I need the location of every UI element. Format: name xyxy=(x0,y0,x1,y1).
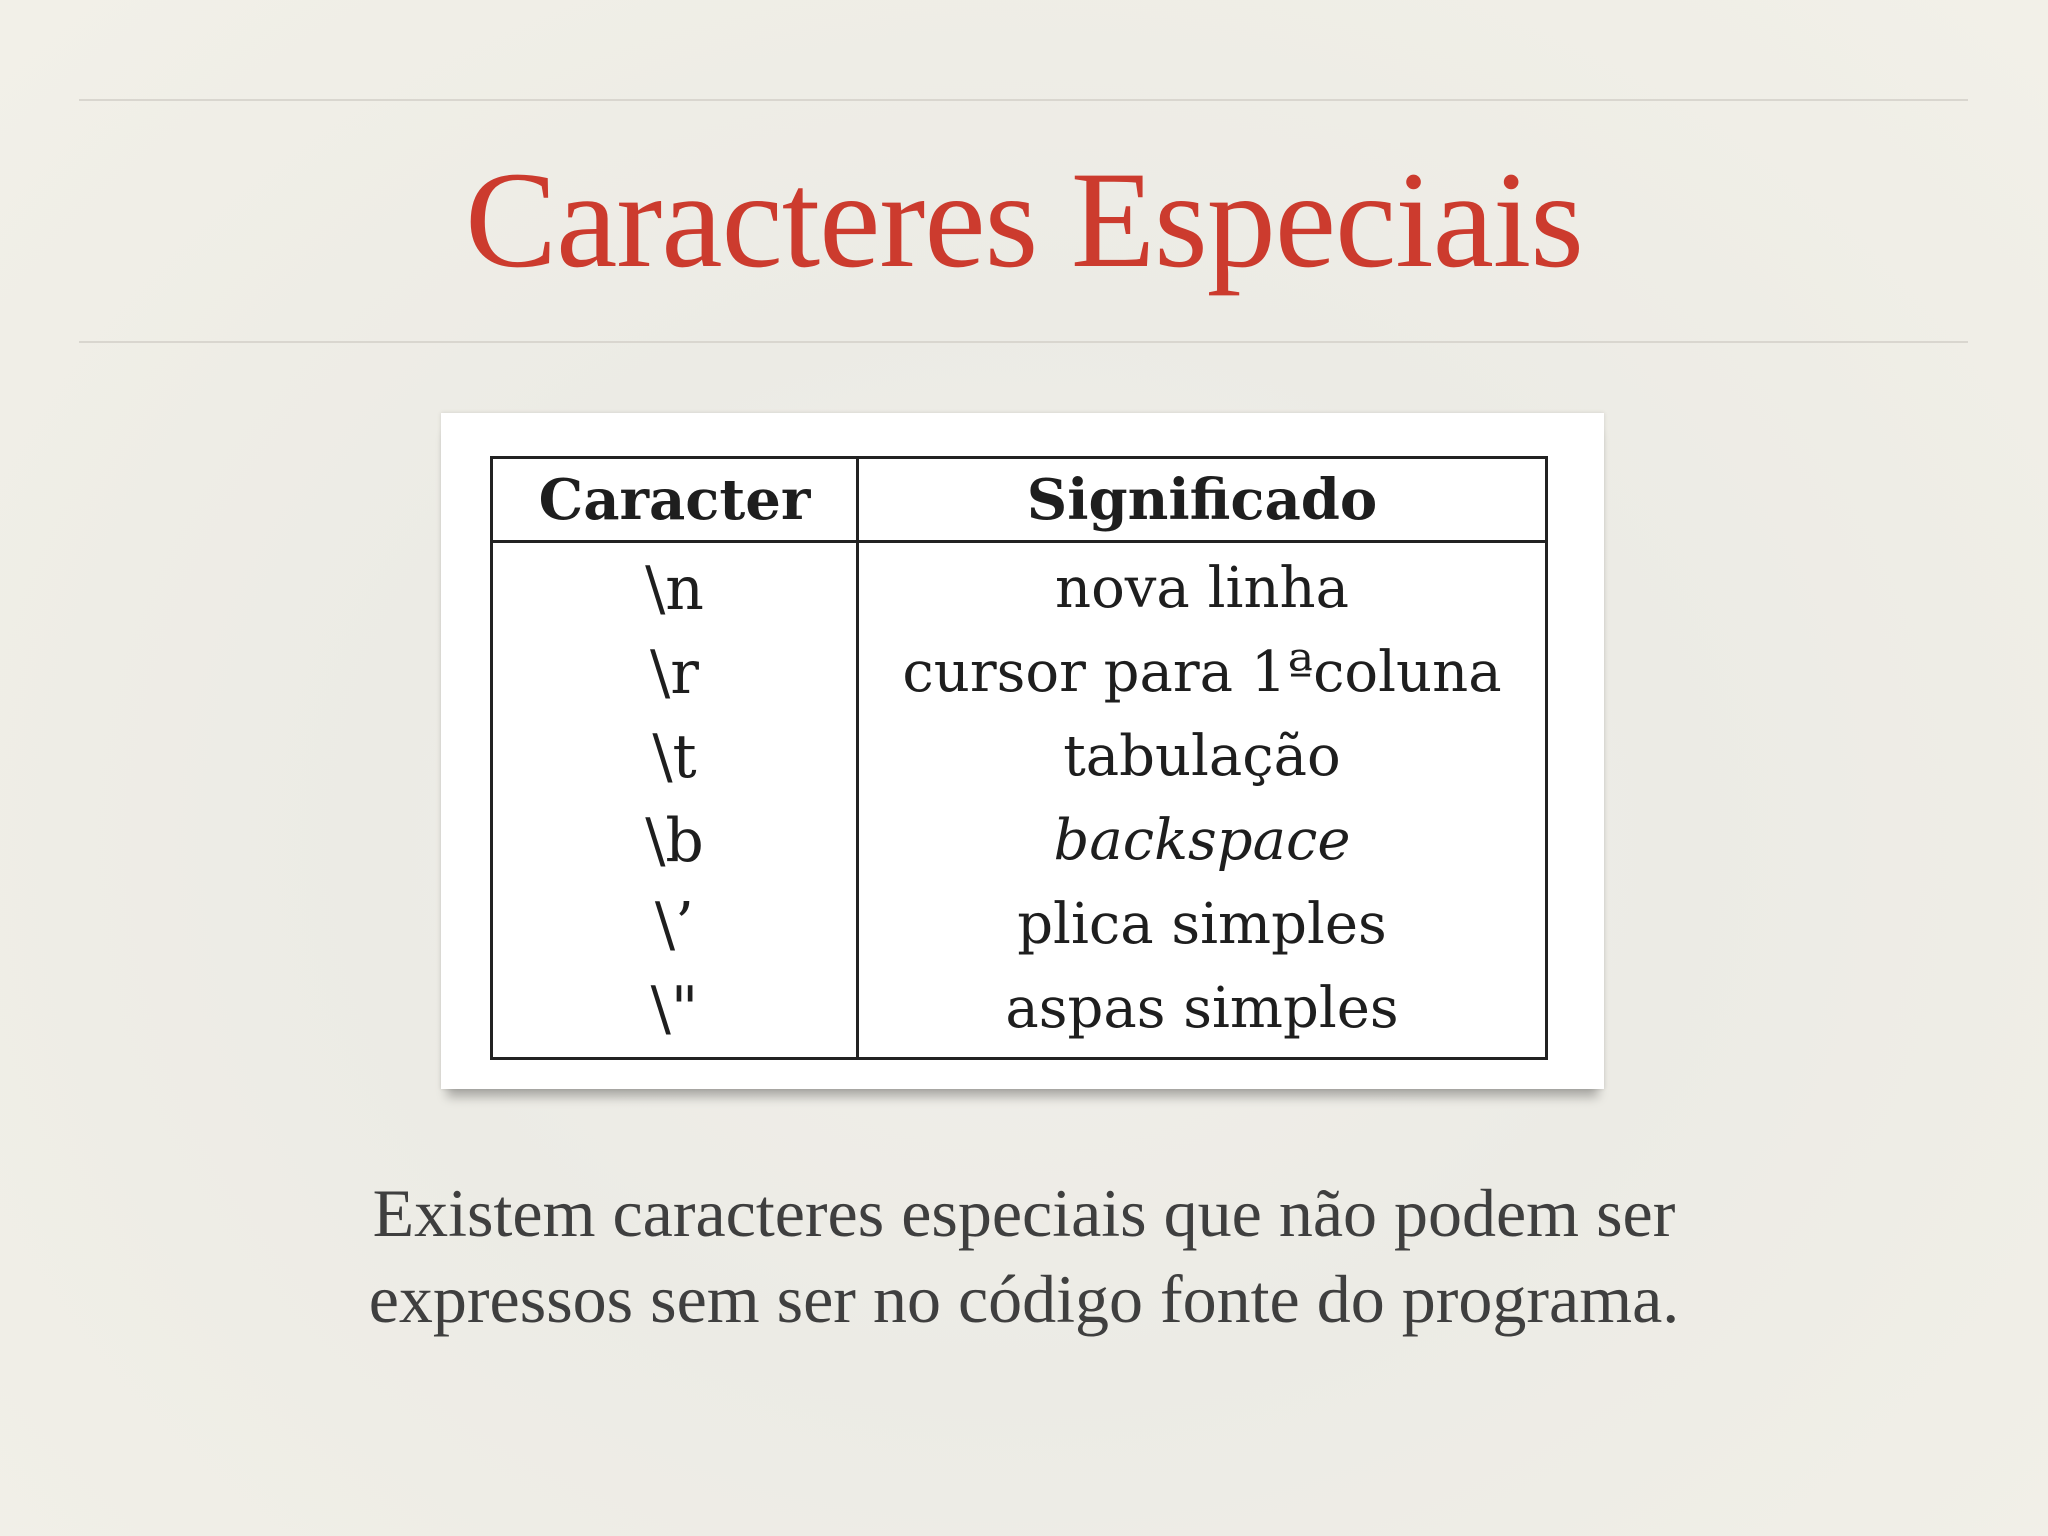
table-row xyxy=(492,883,1547,967)
cell-meaning: aspas simples xyxy=(1005,976,1399,1041)
special-characters-table xyxy=(490,456,1548,1060)
slide-title: Caracteres Especiais xyxy=(465,143,1583,296)
cell-meaning: plica simples xyxy=(1017,892,1387,957)
header-significado: Significado xyxy=(858,458,1547,542)
table-row xyxy=(492,967,1547,1059)
cell-meaning: nova linha xyxy=(1055,556,1349,621)
cell-meaning: backspace xyxy=(1053,808,1351,873)
table-header-row xyxy=(492,458,1547,542)
cell-meaning: tabulação xyxy=(1063,724,1341,789)
cell-code: \b xyxy=(492,799,858,883)
cell-code: \n xyxy=(492,542,858,632)
cell-code: \’ xyxy=(492,883,858,967)
cell-code: \r xyxy=(492,631,858,715)
slide-caption xyxy=(0,1170,2048,1342)
top-divider xyxy=(79,99,1968,101)
table-row xyxy=(492,631,1547,715)
caption-line-1: Existem caracteres especiais que não podem ser xyxy=(372,1175,1676,1251)
caption-line-2: expressos sem ser no código fonte do programa. xyxy=(368,1261,1680,1337)
header-caracter: Caracter xyxy=(492,458,858,542)
bottom-divider xyxy=(79,341,1968,343)
table-row xyxy=(492,715,1547,799)
table-row xyxy=(492,542,1547,632)
cell-code: \t xyxy=(492,715,858,799)
cell-code: \" xyxy=(492,967,858,1059)
table-row xyxy=(492,799,1547,883)
cell-meaning: cursor para 1ªcoluna xyxy=(902,640,1502,705)
table-image xyxy=(441,413,1604,1089)
